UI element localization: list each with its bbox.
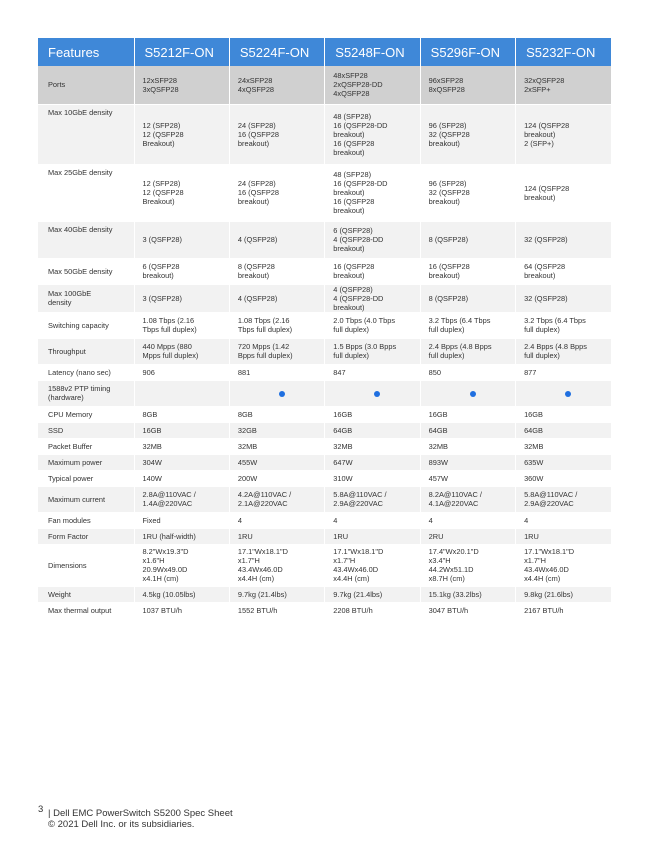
- table-cell: 457W: [420, 470, 515, 486]
- table-cell: 1RU: [325, 528, 420, 544]
- row-label: Throughput: [38, 338, 134, 364]
- table-cell: 9.7kg (21.4lbs): [325, 586, 420, 602]
- table-row: [38, 454, 611, 470]
- table-cell: 8 (QSFP28): [420, 284, 515, 312]
- table-cell: 16 (QSFP28 breakout): [420, 258, 515, 284]
- table-cell: 64GB: [516, 422, 611, 438]
- table-cell: 96 (SFP28) 32 (QSFP28 breakout): [420, 104, 515, 164]
- table-cell: [229, 380, 324, 406]
- table-cell: 48 (SFP28) 16 (QSFP28-DD breakout) 16 (QSFP28 breakout): [325, 104, 420, 164]
- table-cell: [134, 380, 229, 406]
- table-cell: 1RU (half-width): [134, 528, 229, 544]
- table-cell: 4 (QSFP28): [229, 221, 324, 258]
- table-cell: 4: [229, 512, 324, 528]
- table-cell: [516, 380, 611, 406]
- table-cell: 6 (QSFP28 breakout): [134, 258, 229, 284]
- table-row: [38, 284, 611, 312]
- table-cell: 1552 BTU/h: [229, 602, 324, 618]
- table-cell: 3047 BTU/h: [420, 602, 515, 618]
- table-cell: 3 (QSFP28): [134, 221, 229, 258]
- supported-dot-icon: [279, 391, 285, 397]
- table-cell: 1.5 Bpps (3.0 Bpps full duplex): [325, 338, 420, 364]
- header-model: S5232F-ON: [516, 38, 611, 66]
- table-cell: 4 (QSFP28): [229, 284, 324, 312]
- table-cell: 850: [420, 364, 515, 380]
- table-cell: 881: [229, 364, 324, 380]
- table-cell: 32 (QSFP28): [516, 221, 611, 258]
- table-cell: 17.1"Wx18.1"D x1.7"H 43.4Wx46.0D x4.4H (cm): [516, 544, 611, 586]
- table-cell: 12 (SFP28) 12 (QSFP28 Breakout): [134, 104, 229, 164]
- table-cell: 9.7kg (21.4lbs): [229, 586, 324, 602]
- table-cell: 32MB: [134, 438, 229, 454]
- table-cell: 200W: [229, 470, 324, 486]
- table-cell: 2.4 Bpps (4.8 Bpps full duplex): [420, 338, 515, 364]
- table-cell: 6 (QSFP28) 4 (QSFP28-DD breakout): [325, 221, 420, 258]
- table-row: [38, 364, 611, 380]
- table-cell: [325, 380, 420, 406]
- table-cell: 3.2 Tbps (6.4 Tbps full duplex): [420, 312, 515, 338]
- row-label: Max 100GbE density: [38, 284, 134, 312]
- table-row: [38, 221, 611, 258]
- table-row: [38, 338, 611, 364]
- table-cell: 16GB: [325, 406, 420, 422]
- table-row: [38, 164, 611, 221]
- supported-dot-icon: [470, 391, 476, 397]
- table-row: [38, 470, 611, 486]
- table-cell: 3 (QSFP28): [134, 284, 229, 312]
- table-cell: 17.4"Wx20.1"D x3.4"H 44.2Wx51.1D x8.7H (cm): [420, 544, 515, 586]
- table-cell: 16GB: [516, 406, 611, 422]
- table-cell: 4: [516, 512, 611, 528]
- row-label: Weight: [38, 586, 134, 602]
- table-cell: 32MB: [229, 438, 324, 454]
- table-row: [38, 528, 611, 544]
- table-row: [38, 544, 611, 586]
- table-row: [38, 586, 611, 602]
- table-cell: 360W: [516, 470, 611, 486]
- table-cell: 2167 BTU/h: [516, 602, 611, 618]
- table-cell: 3.2 Tbps (6.4 Tbps full duplex): [516, 312, 611, 338]
- table-cell: 8.2A@110VAC / 4.1A@220VAC: [420, 486, 515, 512]
- table-cell: 304W: [134, 454, 229, 470]
- row-label: Ports: [38, 66, 134, 104]
- header-model: S5248F-ON: [325, 38, 420, 66]
- row-label: Form Factor: [38, 528, 134, 544]
- table-cell: 124 (QSFP28 breakout): [516, 164, 611, 221]
- row-label: Max 25GbE density: [38, 164, 134, 221]
- table-row: [38, 422, 611, 438]
- table-cell: 140W: [134, 470, 229, 486]
- row-label: 1588v2 PTP timing (hardware): [38, 380, 134, 406]
- table-cell: 64 (QSFP28 breakout): [516, 258, 611, 284]
- table-cell: 12 (SFP28) 12 (QSFP28 Breakout): [134, 164, 229, 221]
- table-cell: 16GB: [134, 422, 229, 438]
- table-cell: 96 (SFP28) 32 (QSFP28 breakout): [420, 164, 515, 221]
- table-row: [38, 66, 611, 104]
- table-cell: 8GB: [134, 406, 229, 422]
- table-cell: 9.8kg (21.6lbs): [516, 586, 611, 602]
- table-cell: 24 (SFP28) 16 (QSFP28 breakout): [229, 164, 324, 221]
- header-model: S5212F-ON: [134, 38, 229, 66]
- table-cell: 15.1kg (33.2lbs): [420, 586, 515, 602]
- table-row: [38, 312, 611, 338]
- table-cell: 4: [325, 512, 420, 528]
- row-label: Switching capacity: [38, 312, 134, 338]
- spec-table: [38, 38, 611, 619]
- row-label: Max 40GbE density: [38, 221, 134, 258]
- table-cell: 32MB: [325, 438, 420, 454]
- table-cell: 17.1"Wx18.1"D x1.7"H 43.4Wx46.0D x4.4H (cm): [325, 544, 420, 586]
- header-features: Features: [38, 38, 134, 66]
- table-cell: 12xSFP28 3xQSFP28: [134, 66, 229, 104]
- table-cell: 2RU: [420, 528, 515, 544]
- table-cell: 16GB: [420, 406, 515, 422]
- page-number: 3: [38, 804, 44, 815]
- header-model: S5224F-ON: [229, 38, 324, 66]
- table-row: [38, 104, 611, 164]
- table-cell: 440 Mpps (880 Mpps full duplex): [134, 338, 229, 364]
- row-label: Max 50GbE density: [38, 258, 134, 284]
- table-cell: 893W: [420, 454, 515, 470]
- table-cell: 2.4 Bpps (4.8 Bpps full duplex): [516, 338, 611, 364]
- table-cell: [420, 380, 515, 406]
- table-cell: 32MB: [420, 438, 515, 454]
- supported-dot-icon: [565, 391, 571, 397]
- table-row: [38, 512, 611, 528]
- supported-dot-icon: [374, 391, 380, 397]
- table-cell: 4.2A@110VAC / 2.1A@220VAC: [229, 486, 324, 512]
- table-cell: 2208 BTU/h: [325, 602, 420, 618]
- table-row: [38, 406, 611, 422]
- table-cell: 1.08 Tbps (2.16 Tbps full duplex): [134, 312, 229, 338]
- table-cell: 64GB: [325, 422, 420, 438]
- table-cell: 96xSFP28 8xQSFP28: [420, 66, 515, 104]
- table-cell: 32xQSFP28 2xSFP+: [516, 66, 611, 104]
- table-cell: 310W: [325, 470, 420, 486]
- table-cell: 720 Mpps (1.42 Bpps full duplex): [229, 338, 324, 364]
- table-cell: 48xSFP28 2xQSFP28-DD 4xQSFP28: [325, 66, 420, 104]
- table-row: [38, 380, 611, 406]
- spec-table-body: [38, 66, 611, 618]
- row-label: Packet Buffer: [38, 438, 134, 454]
- table-cell: 906: [134, 364, 229, 380]
- table-cell: 4.5kg (10.05lbs): [134, 586, 229, 602]
- row-label: Latency (nano sec): [38, 364, 134, 380]
- table-cell: 647W: [325, 454, 420, 470]
- row-label: Maximum current: [38, 486, 134, 512]
- row-label: CPU Memory: [38, 406, 134, 422]
- table-cell: 124 (QSFP28 breakout) 2 (SFP+): [516, 104, 611, 164]
- table-cell: 8 (QSFP28): [420, 221, 515, 258]
- header-model: S5296F-ON: [420, 38, 515, 66]
- row-label: SSD: [38, 422, 134, 438]
- table-cell: 8 (QSFP28 breakout): [229, 258, 324, 284]
- table-cell: 847: [325, 364, 420, 380]
- row-label: Max 10GbE density: [38, 104, 134, 164]
- table-cell: 48 (SFP28) 16 (QSFP28-DD breakout) 16 (QSFP28 breakout): [325, 164, 420, 221]
- table-cell: 2.0 Tbps (4.0 Tbps full duplex): [325, 312, 420, 338]
- table-cell: 4: [420, 512, 515, 528]
- table-header-row: [38, 38, 611, 66]
- table-cell: 16 (QSFP28 breakout): [325, 258, 420, 284]
- footer-copyright: © 2021 Dell Inc. or its subsidiaries.: [48, 819, 195, 830]
- table-row: [38, 602, 611, 618]
- table-cell: Fixed: [134, 512, 229, 528]
- table-cell: 8GB: [229, 406, 324, 422]
- table-cell: 635W: [516, 454, 611, 470]
- table-cell: 877: [516, 364, 611, 380]
- footer-title: | Dell EMC PowerSwitch S5200 Spec Sheet: [48, 808, 233, 819]
- row-label: Fan modules: [38, 512, 134, 528]
- table-cell: 24xSFP28 4xQSFP28: [229, 66, 324, 104]
- row-label: Max thermal output: [38, 602, 134, 618]
- table-cell: 17.1"Wx18.1"D x1.7"H 43.4Wx46.0D x4.4H (cm): [229, 544, 324, 586]
- table-cell: 8.2"Wx19.3"D x1.6"H 20.9Wx49.0D x4.1H (cm): [134, 544, 229, 586]
- table-row: [38, 486, 611, 512]
- row-label: Maximum power: [38, 454, 134, 470]
- table-cell: 32GB: [229, 422, 324, 438]
- table-cell: 5.8A@110VAC / 2.9A@220VAC: [325, 486, 420, 512]
- table-cell: 5.8A@110VAC / 2.9A@220VAC: [516, 486, 611, 512]
- table-cell: 1037 BTU/h: [134, 602, 229, 618]
- row-label: Dimensions: [38, 544, 134, 586]
- table-cell: 1RU: [516, 528, 611, 544]
- table-cell: 2.8A@110VAC / 1.4A@220VAC: [134, 486, 229, 512]
- table-cell: 32MB: [516, 438, 611, 454]
- table-cell: 1RU: [229, 528, 324, 544]
- table-cell: 32 (QSFP28): [516, 284, 611, 312]
- row-label: Typical power: [38, 470, 134, 486]
- table-row: [38, 258, 611, 284]
- table-cell: 4 (QSFP28) 4 (QSFP28-DD breakout): [325, 284, 420, 312]
- table-cell: 455W: [229, 454, 324, 470]
- table-row: [38, 438, 611, 454]
- table-cell: 64GB: [420, 422, 515, 438]
- table-cell: 1.08 Tbps (2.16 Tbps full duplex): [229, 312, 324, 338]
- table-cell: 24 (SFP28) 16 (QSFP28 breakout): [229, 104, 324, 164]
